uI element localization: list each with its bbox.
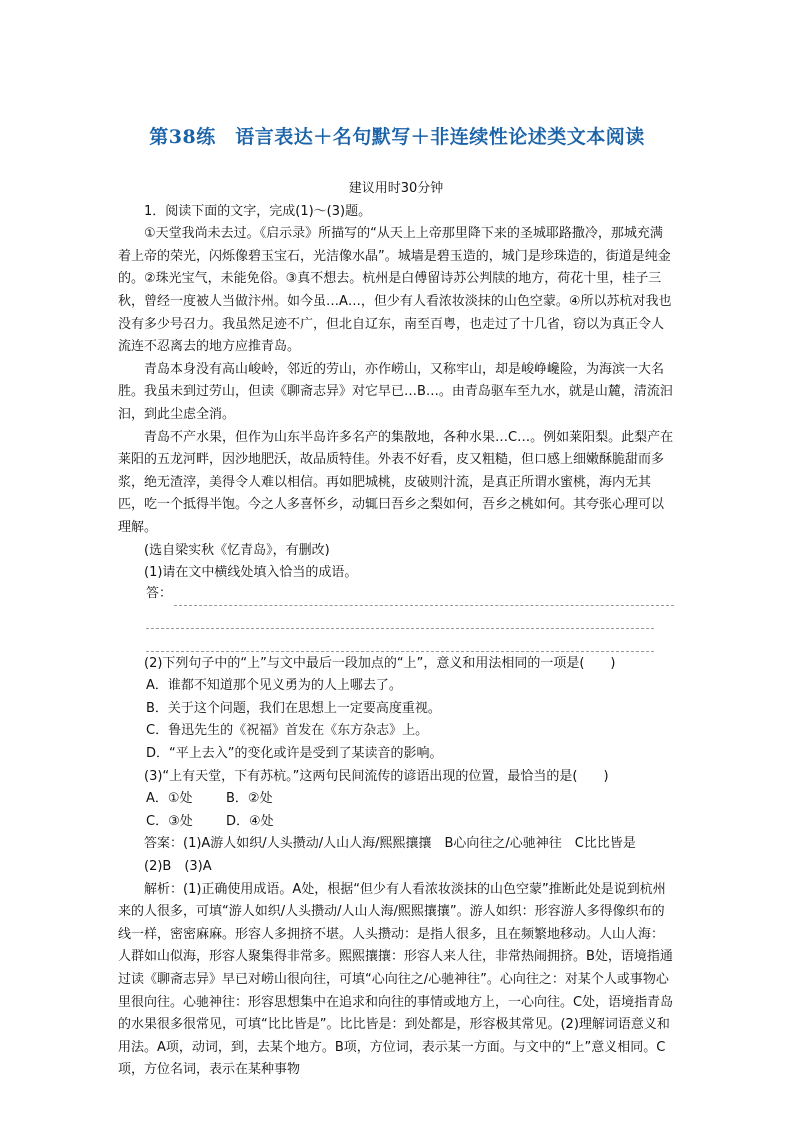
answer-line-1[interactable]: [118, 585, 674, 606]
question-2: (2)下列句子中的“上”与文中最后一段加点的“上”，意义和用法相同的一项是( ): [144, 655, 616, 671]
answer-line-3[interactable]: [146, 630, 654, 652]
q3-option-a: A．①处: [146, 791, 193, 807]
q3-option-d: D．④处: [226, 813, 274, 829]
q3-options-row-1: [118, 788, 674, 811]
q2-option-d: D．“平上去入”的变化或许是受到了某读音的影响。: [146, 746, 443, 762]
analysis: 解析：(1)正确使用成语。A处，根据“但少有人看浓妆淡抹的山色空蒙”推断此处是说到杭州来的人很多，可填“游人如织/人头攒动/人山人海/熙熙攘攘”。游人如织：形容游人多得像织布的线一样，密密麻麻。形容人多拥挤不堪。人头攒动：是指人很多，且在频繁地移动。人山人海：人群如山似海，形容人聚集得非常多。熙熙攘攘：形容人来人往，非常热闹拥挤。B处，语境指通过读《聊斋志异》早已对崂山很向往，可填“心向往之/心驰神往”。心向往之：对某个人或事物心里很向往。心驰神往：形容思想集中在追求和向往的事情或地方上，一心向往。C处，语境指青岛的水果很多很常见，可填“比比皆是”。比比皆是：到处都是，形容极其常见。(2)理解词语意义和用法。A项，动词，到，去某个地方。B项，方位词，表示某一方面。与文中的“上”意义相同。C项，方位名词，表示在某种事物: [118, 881, 674, 1078]
answer-rule: [174, 591, 674, 606]
exercise-content: [118, 178, 674, 1082]
answer-key: 答案：(1)A游人如织/人头攒动/人山人海/熙熙攘攘 B心向往之/心驰神往 C比比皆是: [144, 836, 636, 852]
time-hint: 建议用时30分钟: [348, 181, 444, 196]
q3-option-b: B．②处: [226, 791, 273, 807]
answer-key-2: (2)B (3)A: [144, 859, 212, 875]
q3-option-c: C．③处: [146, 813, 193, 829]
passage-paragraph-2: 青岛本身没有高山峻岭，邻近的劳山，亦作崂山，又称牢山，却是峻峥巉险，为海滨一大名胜。我虽未到过劳山，但读《聊斋志异》对它早已…B…。由青岛驱车至九水，就是山麓，清流汩汩，到此尘虑全消。: [118, 361, 673, 422]
q2-option-a: A．谁都不知道那个见义勇为的人上哪去了。: [146, 678, 402, 694]
question-intro: 1．阅读下面的文字，完成(1)～(3)题。: [144, 203, 372, 219]
q2-option-b: B．关于这个问题，我们在思想上一定要高度重视。: [146, 700, 441, 716]
passage-paragraph-3: 青岛不产水果，但作为山东半岛许多名产的集散地，各种水果…C…。例如莱阳梨。此梨产在莱阳的五龙河畔，因沙地肥沃，故品质特佳。外表不好看，皮又粗糙，但口感上细嫩酥脆甜而多浆，绝无渣滓，美得令人难以相信。再如肥城桃，皮破则汁流，是真正所谓水蜜桃，海内无其匹，吃一个抵得半饱。今之人多喜怀乡，动辄曰吾乡之梨如何，吾乡之桃如何。其夸张心理可以理解。: [118, 429, 674, 535]
passage-source: (选自梁实秋《忆青岛》，有删改): [144, 542, 330, 558]
question-3: (3)“上有天堂，下有苏杭。”这两句民间流传的谚语出现的位置，最恰当的是( ): [144, 768, 609, 784]
answer-label: 答：: [146, 586, 173, 602]
page-title: 第38练 语言表达＋名句默写＋非连续性论述类文本阅读: [149, 126, 645, 148]
passage-paragraph-1: ①天堂我尚未去过。《启示录》所描写的“从天上上帝那里降下来的圣城耶路撒冷，那城充满着上帝的荣光，闪烁像碧玉宝石，光洁像水晶”。城墙是碧玉造的，城门是珍珠造的，街道是纯金的。②珠光宝气，未能免俗。③真不想去。杭州是白傅留诗苏公判牍的地方，荷花十里，桂子三秋，曾经一度被人当做汴州。如今虽…A…，但少有人看浓妆淡抹的山色空蒙。④所以苏杭对我也没有多少号召力。我虽然足迹不广，但北自辽东，南至百粤，也走过了十几省，窃以为真正令人流连不忍离去的地方应推青岛。: [118, 226, 672, 355]
question-1: (1)请在文中横线处填入恰当的成语。: [144, 565, 358, 581]
q3-options-row-2: [118, 811, 674, 834]
q2-option-c: C．鲁迅先生的《祝福》首发在《东方杂志》上。: [146, 723, 429, 739]
answer-line-2[interactable]: [146, 607, 654, 629]
